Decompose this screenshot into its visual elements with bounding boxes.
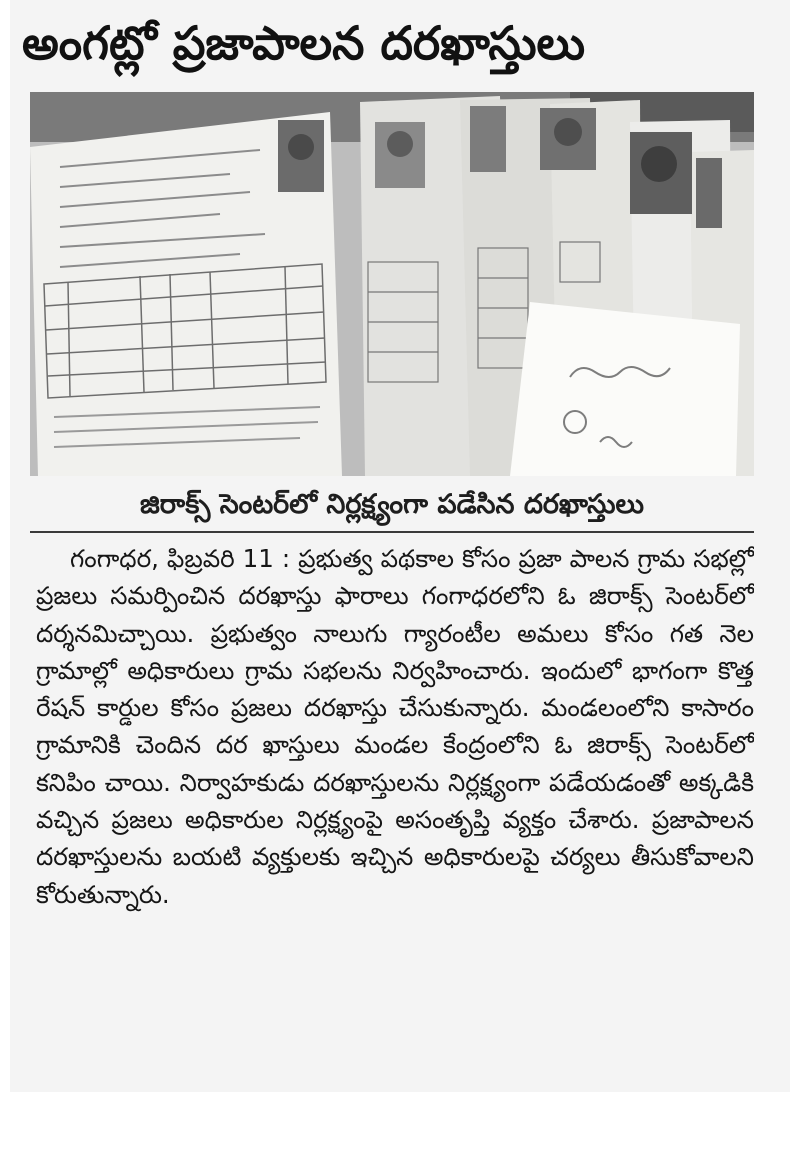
caption-divider <box>30 531 754 533</box>
article-text: ప్రభుత్వ పథకాల కోసం ప్రజా పాలన గ్రామ సభల్లో ప్రజలు సమర్పించిన దరఖాస్తు ఫారాలు గంగాధరలోని ఓ జిరాక్స్ సెంటర్‌లో దర్శనమిచ్చాయి. ప్రభుత్వం నాలుగు గ్యారంటీల అమలు కోసం గత నెల గ్రామాల్లో అధికారులు గ్రామ సభలను నిర్వహించారు. ఇందులో భాగంగా కొత్త రేషన్ కార్డుల కోసం ప్రజలు దరఖాస్తు చేసుకున్నారు. మండలంలోని కాసారం గ్రామానికి చెందిన దర ఖాస్తులు మండల కేంద్రంలోని ఓ జిరాక్స్ సెంటర్‌లో కనిపిం చాయి. నిర్వాహకుడు దరఖాస్తులను నిర్లక్ష్యంగా పడేయడంతో అక్కడికి వచ్చిన ప్రజలు అధికారుల నిర్లక్ష్యంపై అసంతృప్తి వ్యక్తం చేశారు. ప్రజాపాలన దరఖాస్తులను బయటి వ్యక్తులకు ఇచ్చిన అధికారులపై చర్యలు తీసుకోవాలని కోరుతున్నారు. <box>36 544 754 909</box>
article-body <box>36 540 754 1085</box>
dateline: గంగాధర, ఫిబ్రవరి 11 : <box>70 544 291 573</box>
photo-caption: జిరాక్స్ సెంటర్‌లో నిర్లక్ష్యంగా పడేసిన దరఖాస్తులు <box>140 489 644 520</box>
application-forms-photo <box>30 92 754 476</box>
news-photo <box>30 92 754 476</box>
headline: అంగట్లో ప్రజాపాలన దరఖాస్తులు <box>22 16 586 70</box>
